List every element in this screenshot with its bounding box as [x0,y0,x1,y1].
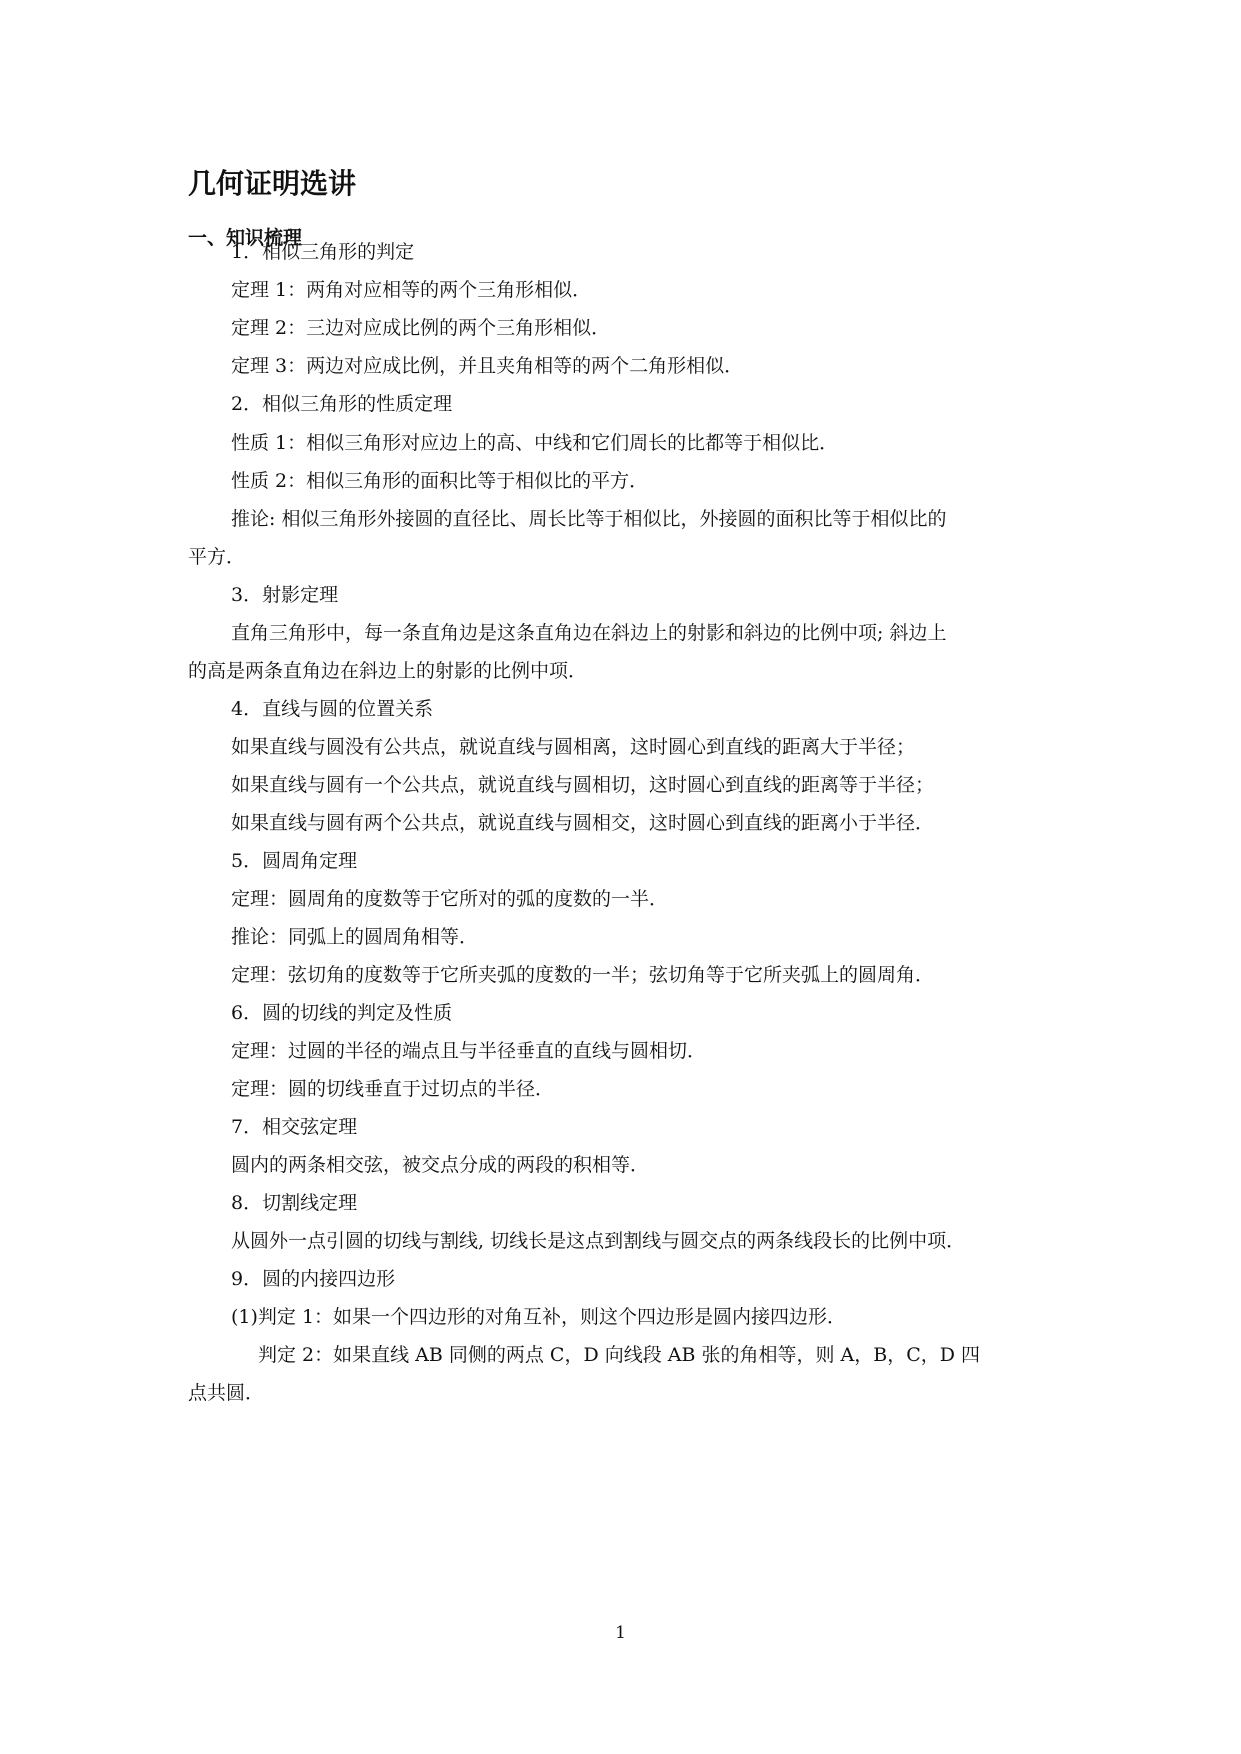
heading-similar-triangle-properties: 2．相似三角形的性质定理 [231,393,453,415]
theorem-line: 定理：弦切角的度数等于它所夹弧的度数的一半；弦切角等于它所夹弧上的圆周角． [231,964,935,986]
relation-line: 如果直线与圆没有公共点，就说直线与圆相离，这时圆心到直线的距离大于半径； [231,736,916,758]
relation-line: 如果直线与圆有一个公共点，就说直线与圆相切，这时圆心到直线的距离等于半径； [231,774,935,796]
property-line: 性质 1：相似三角形对应边上的高、中线和它们周长的比都等于相似比． [231,432,839,454]
theorem-line: 定理：过圆的半径的端点且与半径垂直的直线与圆相切． [231,1040,707,1062]
heading-tangent-criteria: 6．圆的切线的判定及性质 [231,1002,453,1024]
theorem-line: 定理：圆的切线垂直于过切点的半径． [231,1078,555,1100]
heading-inscribed-angle-theorem: 5．圆周角定理 [231,850,358,872]
theorem-line: 定理 3：两边对应成比例，并且夹角相等的两个二角形相似． [231,355,744,377]
criterion-line: (1)判定 1：如果一个四边形的对角互补，则这个四边形是圆内接四边形． [231,1306,847,1328]
document-title: 几何证明选讲 [188,167,357,200]
criterion-line-continued: 点共圆． [188,1382,265,1404]
property-line: 性质 2：相似三角形的面积比等于相似比的平方． [231,470,649,492]
heading-similar-triangle-criteria: 1．相似三角形的判定 [231,241,415,263]
corollary-line: 推论: 相似三角形外接圆的直径比、周长比等于相似比，外接圆的面积比等于相似比的 [231,508,947,530]
heading-projection-theorem: 3．射影定理 [231,584,339,606]
projection-theorem-line: 直角三角形中，每一条直角边是这条直角边在斜边上的射影和斜边的比例中项; 斜边上 [231,622,947,644]
theorem-line: 定理：圆周角的度数等于它所对的弧的度数的一半． [231,888,669,910]
relation-line: 如果直线与圆有两个公共点，就说直线与圆相交，这时圆心到直线的距离小于半径． [231,812,935,834]
theorem-line: 定理 1：两角对应相等的两个三角形相似． [231,279,592,301]
corollary-line: 推论：同弧上的圆周角相等． [231,926,479,948]
criterion-line: 判定 2：如果直线 AB 同侧的两点 C，D 向线段 AB 张的角相等，则 A，B，C，D 四 [258,1344,981,1366]
projection-theorem-line-continued: 的高是两条直角边在斜边上的射影的比例中项． [188,660,588,682]
theorem-line: 圆内的两条相交弦，被交点分成的两段的积相等． [231,1154,650,1176]
corollary-line-continued: 平方． [188,546,246,568]
heading-intersecting-chords: 7．相交弦定理 [231,1116,358,1138]
page-number: 1 [615,1623,626,1643]
section-heading: 一、知识梳理 [188,227,303,249]
heading-tangent-secant: 8．切割线定理 [231,1192,358,1214]
heading-line-circle-relation: 4．直线与圆的位置关系 [231,698,434,720]
heading-cyclic-quadrilateral: 9．圆的内接四边形 [231,1268,396,1290]
theorem-line: 定理 2：三边对应成比例的两个三角形相似． [231,317,611,339]
theorem-line: 从圆外一点引圆的切线与割线, 切线长是这点到割线与圆交点的两条线段长的比例中项． [231,1230,966,1252]
